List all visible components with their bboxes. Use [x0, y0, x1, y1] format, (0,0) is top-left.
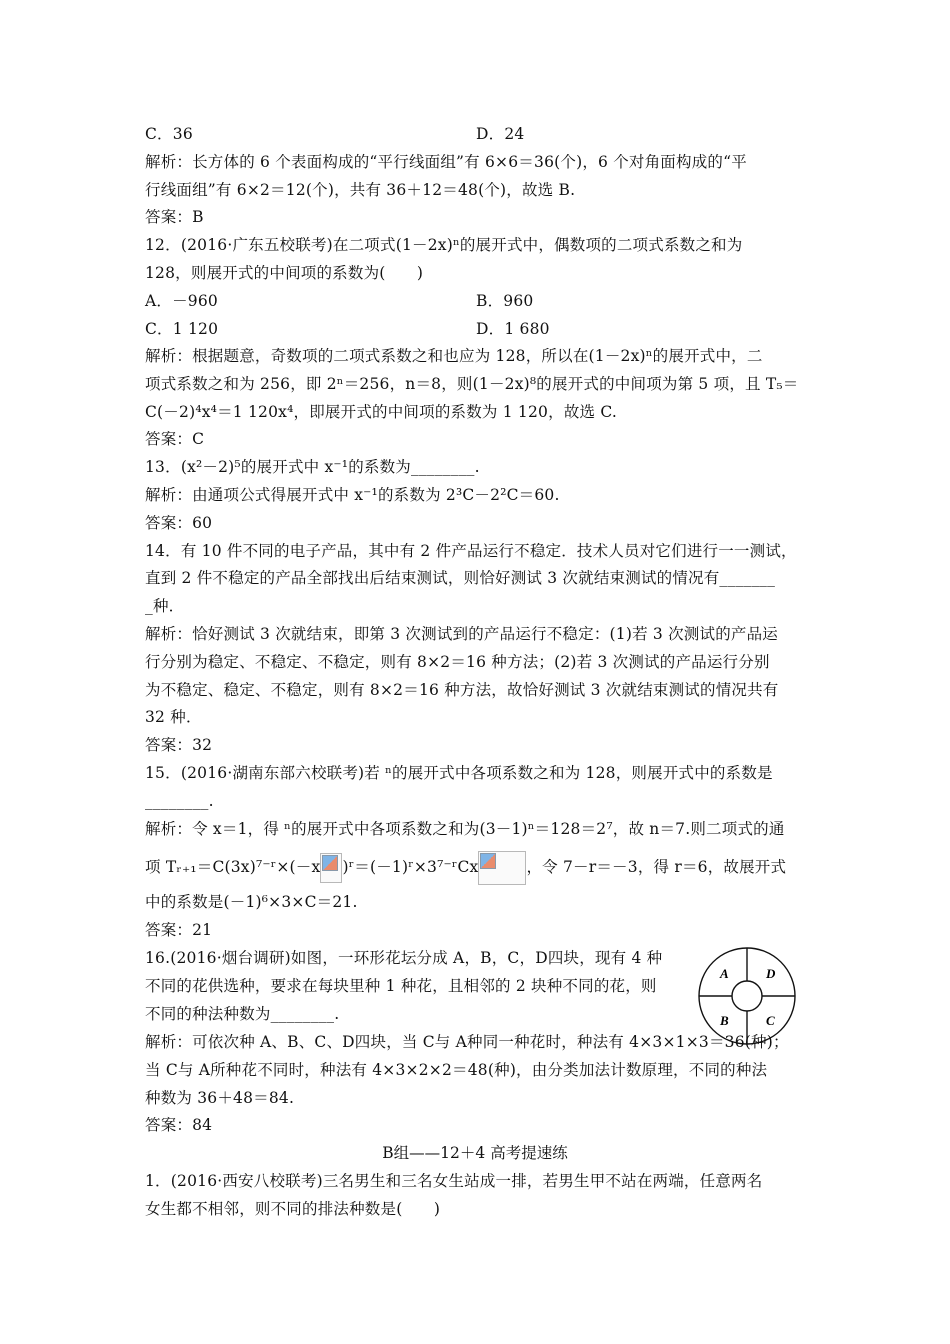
q15-solution-line3: 中的系数是(－1)⁶×3×C＝21. [145, 893, 358, 911]
q15-formula-part1: 项 Tᵣ₊₁＝C(3x)⁷⁻ʳ×(－x [145, 858, 321, 876]
q15-formula-part3: ，令 7－r＝－3，得 r＝6，故展开式 [526, 858, 787, 876]
b1-stem-line2: 女生都不相邻，则不同的排法种数是( ) [145, 1200, 441, 1218]
q12-stem-line1: 12．(2016·广东五校联考)在二项式(1－2x)ⁿ的展开式中，偶数项的二项式系数之和为 [145, 236, 743, 254]
q14-solution-line2: 行分别为稳定、不稳定、不稳定，则有 8×2＝16 种方法；(2)若 3 次测试的产品运行分别 [145, 653, 770, 671]
q14-answer: 答案：32 [145, 736, 213, 754]
q15-formula-part2: )ʳ＝(－1)ʳ×3⁷⁻ʳCx [342, 858, 479, 876]
q15-stem-line1: 15．(2016·湖南东部六校联考)若 ⁿ的展开式中各项系数之和为 128，则展开式中的系数是 [145, 764, 773, 782]
q14-solution-line4: 32 种． [145, 708, 202, 726]
b1-stem-line1: 1．(2016·西安八校联考)三名男生和三名女生站成一排，若男生甲不站在两端，任意两名 [145, 1172, 763, 1190]
region-label-a: A [720, 966, 729, 981]
option-d: D．1 680 [476, 320, 550, 338]
q16-answer: 答案：84 [145, 1116, 213, 1134]
q16-stem-line3: 不同的种法种数为________. [145, 1005, 340, 1023]
q15-stem-line2: ________. [145, 792, 214, 810]
q12-solution-line1: 解析：根据题意，奇数项的二项式系数之和也应为 128，所以在(1－2x)ⁿ的展开式中，二 [145, 347, 763, 365]
q14-stem-line3: _种． [145, 597, 185, 615]
option-a: A．－960 [145, 292, 218, 310]
section-heading: B组——12＋4 高考提速练 [382, 1144, 568, 1162]
q16-stem-line1: 16.(2016·烟台调研)如图，一环形花坛分成 A，B，C，D四块，现有 4 种 [145, 949, 663, 967]
broken-image-icon [320, 853, 342, 883]
q12-answer: 答案：C [145, 430, 205, 448]
q13-stem: 13．(x²－2)⁵的展开式中 x⁻¹的系数为________. [145, 458, 480, 476]
region-label-d: D [766, 966, 776, 981]
q14-solution-line3: 为不稳定、稳定、不稳定，则有 8×2＝16 种方法，故恰好测试 3 次就结束测试的情况共有 [145, 681, 779, 699]
broken-image-icon [478, 851, 526, 885]
option-c: C．1 120 [145, 320, 219, 338]
q11-solution-line2: 行线面组”有 6×2＝12(个)，共有 36＋12＝48(个)，故选 B. [145, 181, 576, 199]
q12-solution-line3: C(－2)⁴x⁴＝1 120x⁴，即展开式的中间项的系数为 1 120，故选 C. [145, 403, 617, 421]
q12-options-row1 [145, 291, 534, 311]
q11-answer: 答案：B [145, 208, 204, 226]
q14-solution-line1: 解析：恰好测试 3 次就结束，即第 3 次测试到的产品运行不稳定：(1)若 3 次测试的产品运 [145, 625, 779, 643]
q16-solution-line2: 当 C与 A所种花不同时，种法有 4×3×2×2＝48(种)，由分类加法计数原理，不同的种法 [145, 1061, 768, 1079]
q11-solution-line1: 解析：长方体的 6 个表面构成的“平行线面组”有 6×6＝36(个)，6 个对角面构成的“平 [145, 153, 747, 171]
q14-stem-line2: 直到 2 件不稳定的产品全部找出后结束测试，则恰好测试 3 次就结束测试的情况有_______ [145, 569, 776, 587]
q12-options-row2 [145, 319, 550, 339]
inner-circle [732, 981, 762, 1011]
region-label-c: C [766, 1013, 775, 1028]
q14-stem-line1: 14．有 10 件不同的电子产品，其中有 2 件产品运行不稳定．技术人员对它们进行一一测试， [145, 542, 797, 560]
q15-solution-line1: 解析：令 x＝1，得 ⁿ的展开式中各项系数之和为(3－1)ⁿ＝128＝2⁷，故 n＝7.则二项式的通 [145, 820, 785, 838]
q15-solution-line2 [145, 851, 786, 885]
region-label-b: B [720, 1013, 729, 1028]
option-d: D．24 [476, 125, 525, 143]
option-b: B．960 [476, 292, 534, 310]
option-c: C．36 [145, 125, 193, 143]
q12-stem-line2: 128，则展开式的中间项的系数为( ) [145, 264, 424, 282]
q16-stem-line2: 不同的花供选种，要求在每块里种 1 种花，且相邻的 2 块种不同的花，则 [145, 977, 657, 995]
q16-solution-line3: 种数为 36＋48＝84. [145, 1089, 295, 1107]
q15-answer: 答案：21 [145, 921, 213, 939]
q12-solution-line2: 项式系数之和为 256，即 2ⁿ＝256，n＝8，则(1－2x)⁸的展开式的中间项为第 5 项，且 T₅＝ [145, 375, 799, 393]
q13-answer: 答案：60 [145, 514, 213, 532]
q11-options-row [145, 124, 525, 144]
q16-solution-line1: 解析：可依次种 A、B、C、D四块，当 C与 A种同一种花时，种法有 4×3×1×3＝36(种)； [145, 1033, 789, 1051]
q13-solution: 解析：由通项公式得展开式中 x⁻¹的系数为 2³C－2²C＝60. [145, 486, 560, 504]
